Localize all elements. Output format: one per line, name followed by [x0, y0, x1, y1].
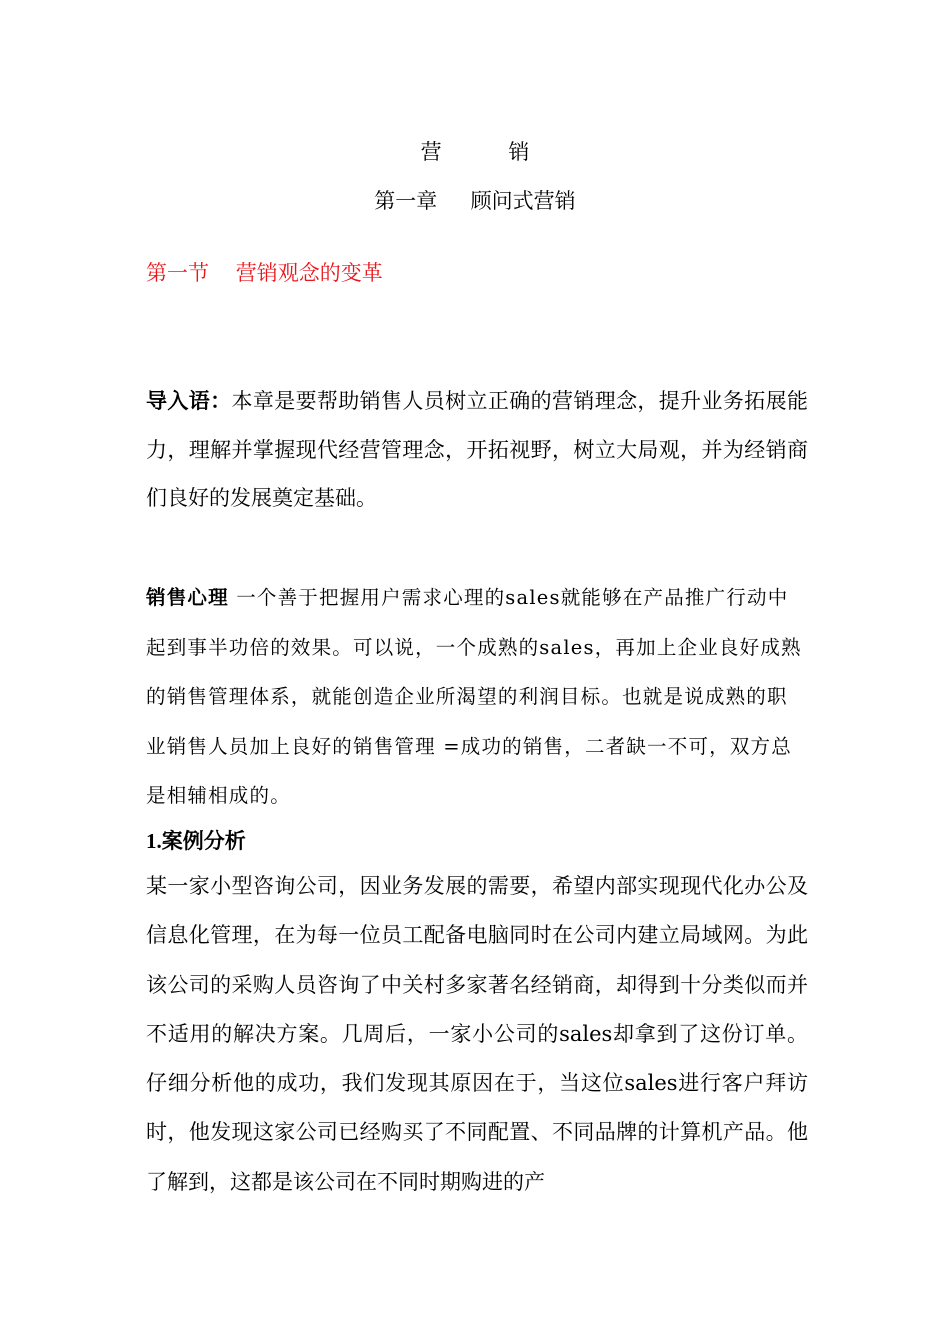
case-analysis-heading: 1.案例分析: [146, 829, 246, 853]
sales-psychology-paragraph: [146, 573, 808, 821]
chapter-title: 第一章 顾问式营销: [374, 189, 576, 213]
intro-paragraph: [146, 377, 808, 523]
intro-text: 本章是要帮助销售人员树立正确的营销理念，提升业务拓展能力，理解并掌握现代经营管理念，开拓视野，树立大局观，并为经销商们良好的发展奠定基础。: [146, 389, 808, 510]
intro-lead: 导入语：: [146, 389, 232, 413]
sales-psychology-text: 一个善于把握用户需求心理的sales就能够在产品推广行动中起到事半功倍的效果。可以说，一个成熟的sales，再加上企业良好成熟的销售管理体系，就能创造企业所渴望的利润目标。也就是说成熟的职业销售人员加上良好的销售管理 =成功的销售，二者缺一不可，双方总是相辅相成的。: [146, 586, 802, 807]
sales-psychology-lead: 销售心理: [146, 586, 229, 609]
section-title: 第一节 营销观念的变革: [146, 261, 383, 285]
document-title: 营 销: [420, 140, 530, 164]
case-analysis-paragraph: 某一家小型咨询公司，因业务发展的需要，希望内部实现现代化办公及信息化管理，在为每一位员工配备电脑同时在公司内建立局域网。为此该公司的采购人员咨询了中关村多家著名经销商，却得到十分类似而并不适用的解决方案。几周后，一家小公司的sales却拿到了这份订单。仔细分析他的成功，我们发现其原因在于，当这位sales进行客户拜访时，他发现这家公司已经购买了不同配置、不同品牌的计算机产品。他了解到，这都是该公司在不同时期购进的产: [146, 874, 808, 1194]
